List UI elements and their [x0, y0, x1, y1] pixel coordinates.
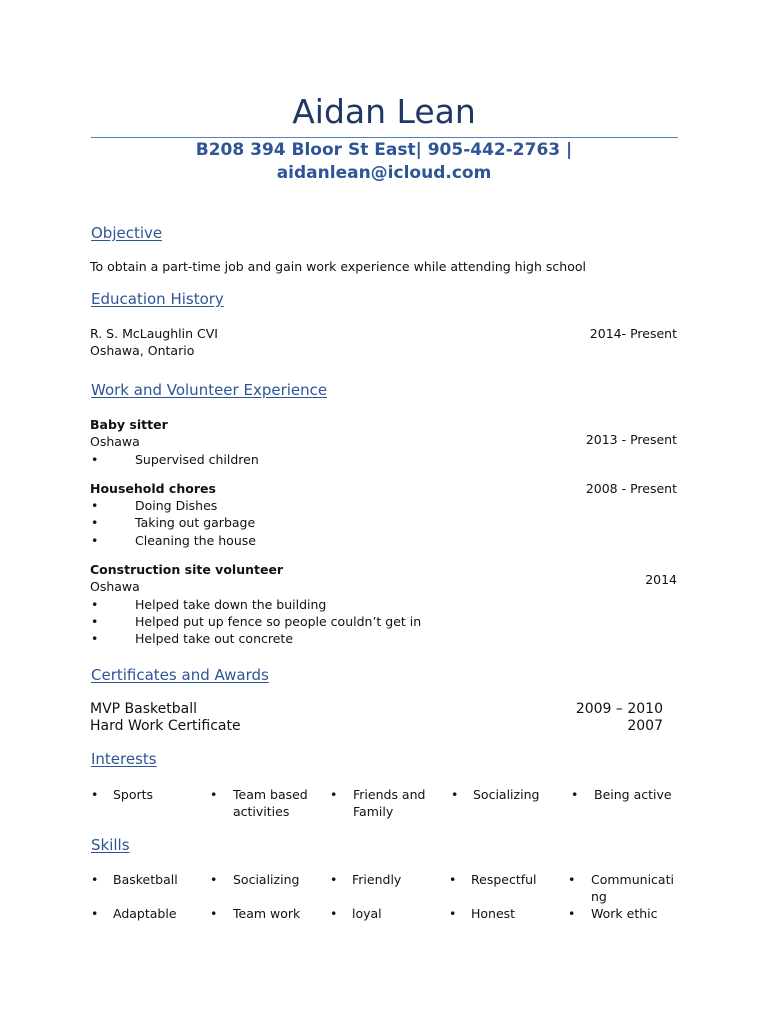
skill-item: Communicating: [591, 872, 674, 904]
bullet-icon: •: [91, 533, 99, 548]
skill-item: Socializing: [233, 872, 300, 887]
job-title: Household chores: [90, 481, 216, 496]
skill-item: Friendly: [352, 872, 402, 887]
interests-heading: Interests: [91, 750, 157, 768]
bullet-icon: •: [210, 872, 218, 887]
contact-line-email: aidanlean@icloud.com: [276, 163, 492, 183]
job-duty: Taking out garbage: [135, 515, 256, 530]
bullet-icon: •: [91, 631, 99, 646]
bullet-icon: •: [91, 614, 99, 629]
bullet-icon: •: [571, 787, 579, 802]
resume-name: Aidan Lean: [292, 92, 476, 131]
bullet-icon: •: [91, 498, 99, 513]
skill-item: Work ethic: [591, 906, 658, 921]
certificate-name: Hard Work Certificate: [90, 718, 241, 734]
objective-text: To obtain a part-time job and gain work experience while attending high school: [90, 259, 586, 274]
bullet-icon: •: [91, 787, 99, 802]
job-duty: Helped put up fence so people couldn’t get in: [135, 614, 422, 629]
job-duty: Doing Dishes: [135, 498, 218, 513]
certificate-name: MVP Basketball: [90, 701, 197, 717]
job-duty: Helped take down the building: [135, 597, 327, 612]
bullet-icon: •: [210, 787, 218, 802]
job-location: Oshawa: [90, 579, 140, 594]
skill-item: Honest: [471, 906, 516, 921]
interest-item: Friends and Family: [353, 787, 426, 819]
contact-line-address-phone: B208 394 Bloor St East| 905-442-2763 |: [195, 140, 573, 160]
job-duty: Supervised children: [135, 452, 259, 467]
bullet-icon: •: [210, 906, 218, 921]
certificates-heading: Certificates and Awards: [91, 666, 269, 684]
bullet-icon: •: [91, 906, 99, 921]
interest-item: Sports: [113, 787, 154, 802]
certificate-years: 2007: [627, 718, 663, 734]
bullet-icon: •: [330, 906, 338, 921]
skill-item: loyal: [352, 906, 382, 921]
job-dates: 2014: [645, 572, 677, 587]
job-dates: 2013 - Present: [585, 432, 677, 447]
job-dates: 2008 - Present: [585, 481, 677, 496]
bullet-icon: •: [91, 452, 99, 467]
education-location: Oshawa, Ontario: [90, 343, 195, 358]
job-title: Baby sitter: [90, 417, 168, 432]
skill-item: Adaptable: [113, 906, 177, 921]
job-duty: Helped take out concrete: [135, 631, 294, 646]
job-duty: Cleaning the house: [135, 533, 256, 548]
objective-heading: Objective: [91, 224, 163, 242]
skill-item: Basketball: [113, 872, 178, 887]
bullet-icon: •: [451, 787, 459, 802]
education-heading: Education History: [91, 290, 224, 308]
bullet-icon: •: [91, 597, 99, 612]
interest-item: Socializing: [473, 787, 540, 802]
bullet-icon: •: [91, 872, 99, 887]
bullet-icon: •: [449, 906, 457, 921]
work-heading: Work and Volunteer Experience: [91, 381, 328, 399]
education-dates: 2014- Present: [589, 326, 677, 341]
bullet-icon: •: [449, 872, 457, 887]
skill-item: Respectful: [471, 872, 537, 887]
bullet-icon: •: [91, 515, 99, 530]
header-divider: [91, 137, 678, 138]
skill-item: Team work: [233, 906, 301, 921]
bullet-icon: •: [330, 872, 338, 887]
skills-heading: Skills: [91, 836, 130, 854]
job-title: Construction site volunteer: [90, 562, 284, 577]
bullet-icon: •: [330, 787, 338, 802]
bullet-icon: •: [568, 906, 576, 921]
interest-item: Being active: [594, 787, 672, 802]
job-location: Oshawa: [90, 434, 140, 449]
interest-item: Team based activities: [233, 787, 308, 819]
education-school: R. S. McLaughlin CVI: [90, 326, 218, 341]
certificate-years: 2009 – 2010: [575, 701, 663, 717]
bullet-icon: •: [568, 872, 576, 887]
